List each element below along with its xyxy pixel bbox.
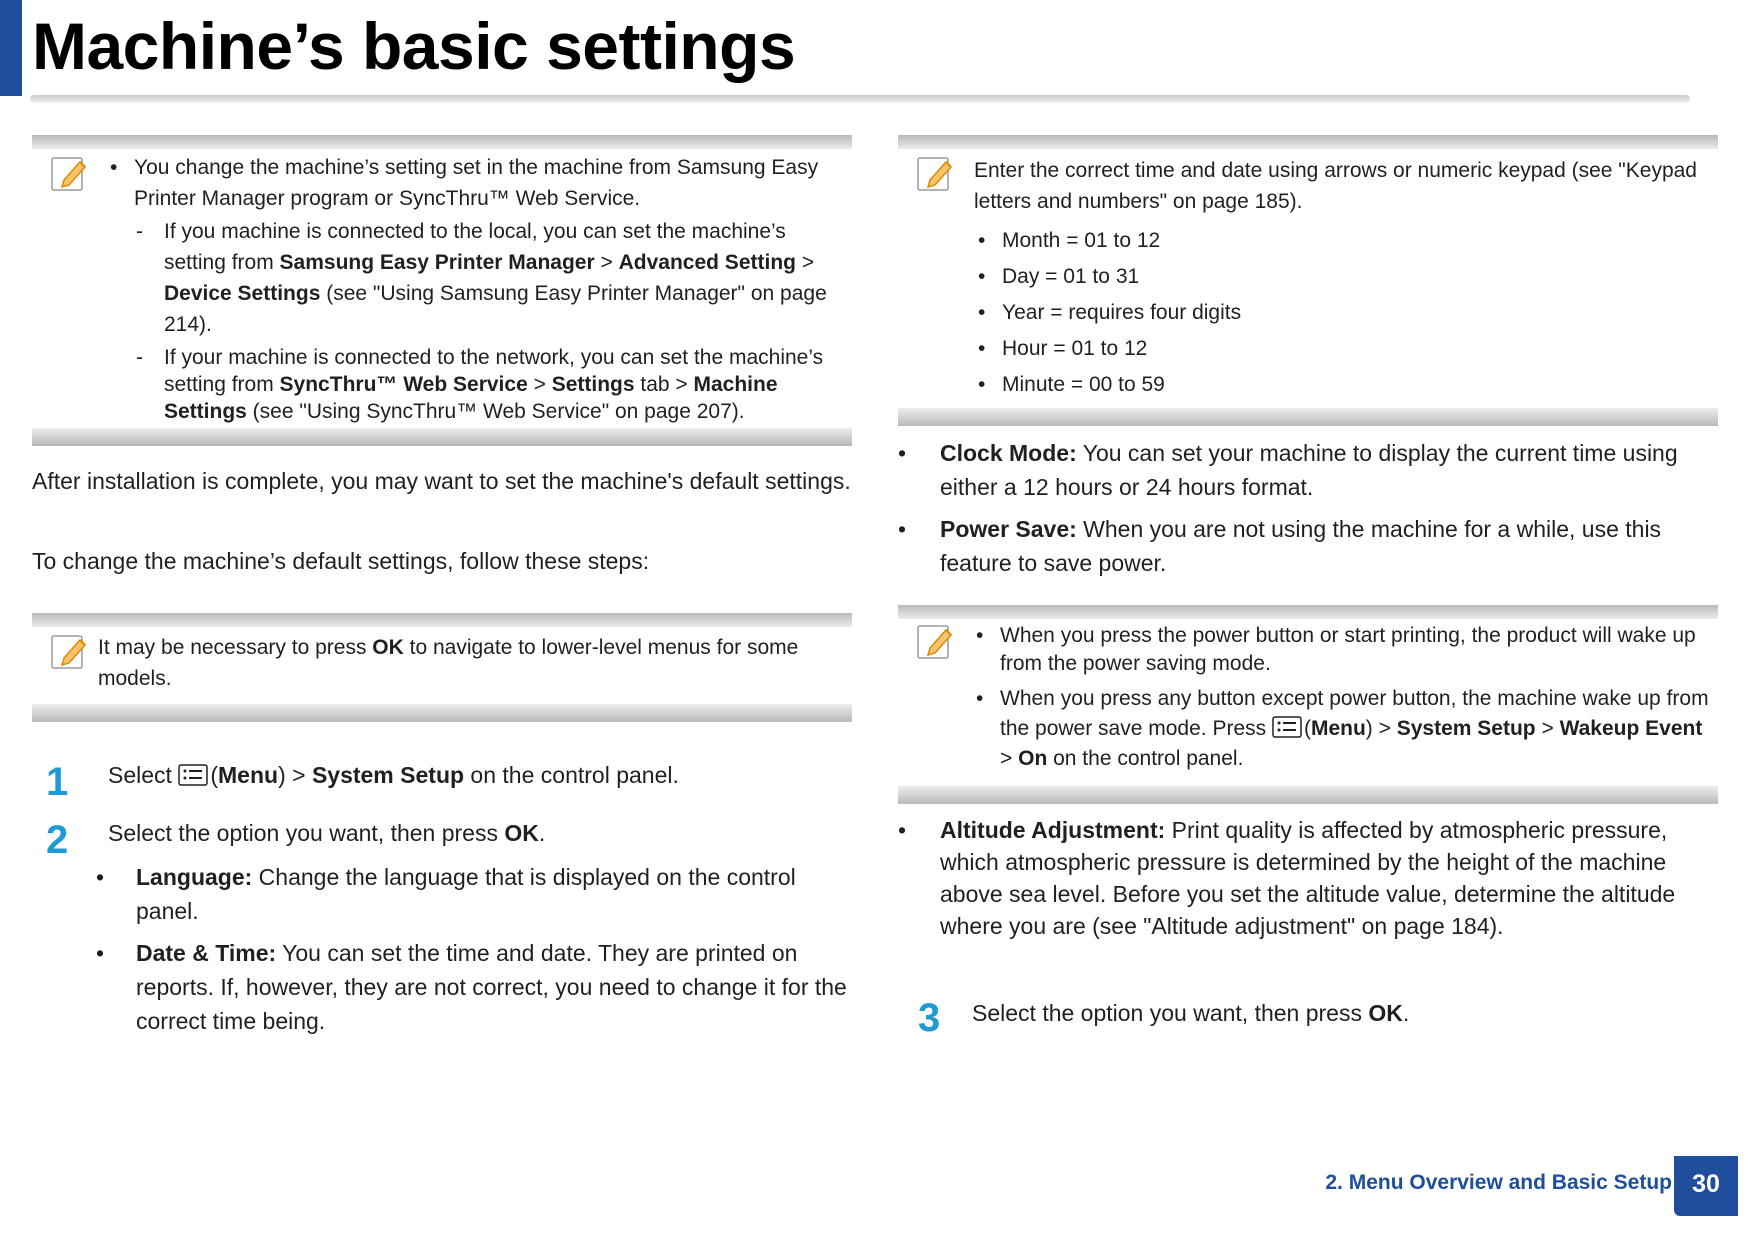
title-accent-bar: [0, 0, 22, 96]
bold-text: Samsung Easy Printer Manager: [279, 251, 595, 274]
note-bottom-rule: [898, 408, 1718, 426]
range-item: [974, 369, 1716, 400]
separator: ) >: [1365, 717, 1397, 740]
bold-text: SyncThru™ Web Service: [279, 373, 528, 396]
intro-paragraph: After installation is complete, you may want to set the machine's default settings.: [32, 468, 851, 494]
step-2-text: [108, 816, 852, 850]
step-number: 3: [918, 996, 941, 1040]
bold-text: Advanced Setting: [618, 251, 796, 274]
menu-label: Menu: [218, 762, 279, 788]
step-text: Select: [108, 762, 179, 788]
on-label: On: [1018, 747, 1048, 770]
note-text: (: [1303, 717, 1311, 740]
option-label: Date & Time:: [136, 940, 277, 966]
note-bottom-rule: [898, 786, 1718, 804]
note-bullet-text: You change the machine’s setting set in the machine from Samsung Easy Printer Manager program or SyncThru™ Web Service.: [134, 156, 819, 210]
clock-mode-option: [898, 436, 1718, 504]
pencil-note-icon: [916, 622, 956, 662]
separator: ) >: [278, 762, 312, 788]
option-label: Altitude Adjustment:: [940, 817, 1166, 843]
ok-label: OK: [1368, 1000, 1403, 1026]
range-item: [974, 225, 1716, 256]
range-item: [974, 261, 1716, 292]
note-top-rule: [898, 135, 1718, 149]
note-bottom-rule: [32, 428, 852, 446]
option-text: Print quality is affected by atmospheric pressure, which atmospheric pressure is determined by the height of the machine above sea level. Before you set the altitude value, determine the altitude where you are (see "Altitude adjustment" on page 184).: [940, 817, 1676, 939]
note-top-rule: [32, 135, 852, 149]
system-setup-label: System Setup: [311, 762, 465, 788]
range-text: Hour = 01 to 12: [1002, 337, 1148, 360]
dash-text: (see "Using SyncThru™ Web Service" on page 207).: [246, 400, 745, 423]
step-text: .: [1402, 1000, 1410, 1026]
step-text: .: [538, 820, 546, 846]
power-save-option: [898, 512, 1718, 580]
range-item: [974, 297, 1716, 328]
note-bullet: [106, 152, 848, 214]
note-top-rule: [32, 613, 852, 627]
ok-label: OK: [504, 820, 539, 846]
option-label: Language:: [136, 864, 253, 890]
note-text: It may be necessary to press: [98, 636, 373, 659]
bold-text: Device Settings: [164, 282, 321, 305]
step-1-text: [108, 758, 852, 792]
footer-section-title: 2. Menu Overview and Basic Setup: [1325, 1171, 1672, 1194]
range-text: Day = 01 to 31: [1002, 265, 1140, 288]
note-ok-navigation: [98, 632, 852, 694]
option-text: You can set your machine to display the current time using either a 12 hours or 24 hours format.: [940, 440, 1678, 500]
menu-icon: [178, 764, 208, 786]
bold-text: Machine Settings: [164, 373, 778, 423]
pencil-note-icon: [916, 154, 956, 194]
pencil-note-icon: [50, 154, 90, 194]
range-item: [974, 333, 1716, 364]
pencil-note-icon: [50, 632, 90, 672]
dash-text: If your machine is connected to the network, you can set the machine’s setting from: [164, 346, 824, 396]
note-dash-network: [106, 344, 848, 425]
option-label: Power Save:: [940, 516, 1077, 542]
option-text: You can set the time and date. They are printed on reports. If, however, they are not correct, you need to change it for the correct time being.: [136, 940, 847, 1034]
separator: >: [1000, 747, 1019, 770]
note-date-time-ranges: [974, 155, 1716, 400]
range-text: Year = requires four digits: [1002, 301, 1242, 324]
separator: tab >: [634, 373, 694, 396]
option-label: Clock Mode:: [940, 440, 1077, 466]
menu-icon: [1272, 716, 1302, 738]
note-intro: Enter the correct time and date using arrows or numeric keypad (see "Keypad letters and numbers" on page 185).: [974, 159, 1697, 213]
step-text: (: [210, 762, 218, 788]
note-wakeup: [972, 622, 1714, 774]
note-text: to navigate to lower-level menus for some models.: [98, 636, 799, 690]
note-bullet: [972, 622, 1714, 678]
intro-steps-paragraph: To change the machine’s default settings, follow these steps:: [32, 548, 650, 574]
step-number: 2: [46, 818, 69, 862]
option-text: Change the language that is displayed on the control panel.: [136, 864, 796, 924]
note-bottom-rule: [32, 704, 852, 722]
step-3-text: [972, 996, 1716, 1030]
wakeup-event-label: Wakeup Event: [1559, 717, 1703, 740]
language-option: [96, 860, 852, 928]
option-text: When you are not using the machine for a while, use this feature to save power.: [940, 516, 1662, 576]
ok-label: OK: [372, 636, 404, 659]
note-bullet-text: When you press the power button or start printing, the product will wake up from the power saving mode.: [1000, 624, 1696, 675]
separator: >: [1535, 717, 1560, 740]
step-text: on the control panel.: [464, 762, 679, 788]
separator: >: [527, 373, 552, 396]
step-text: Select the option you want, then press: [108, 820, 505, 846]
menu-label: Menu: [1310, 717, 1366, 740]
page-title: Machine’s basic settings: [32, 9, 796, 83]
dash-text: If you machine is connected to the local, you can set the machine’s setting from: [164, 220, 786, 274]
system-setup-label: System Setup: [1396, 717, 1536, 740]
date-time-option: [96, 936, 852, 1038]
range-text: Minute = 00 to 59: [1002, 373, 1165, 396]
note-dash-local: [106, 216, 848, 340]
bold-text: Settings: [551, 373, 635, 396]
step-text: Select the option you want, then press: [972, 1000, 1369, 1026]
altitude-adjustment-option: [898, 814, 1718, 942]
note-bullet: [972, 684, 1714, 774]
step-number: 1: [46, 760, 69, 804]
note-bullet-text: When you press any button except power button, the machine wake up from the power save mode. Press: [1000, 687, 1709, 740]
range-text: Month = 01 to 12: [1002, 229, 1161, 252]
separator: >: [795, 251, 815, 274]
page-number: 30: [1674, 1156, 1738, 1216]
title-divider: [30, 95, 1690, 103]
dash-text: (see "Using Samsung Easy Printer Manager" on page 214).: [164, 282, 827, 336]
note-text: on the control panel.: [1047, 747, 1244, 770]
separator: >: [594, 251, 619, 274]
note-settings-sources: [106, 152, 848, 425]
note-top-rule: [898, 605, 1718, 619]
